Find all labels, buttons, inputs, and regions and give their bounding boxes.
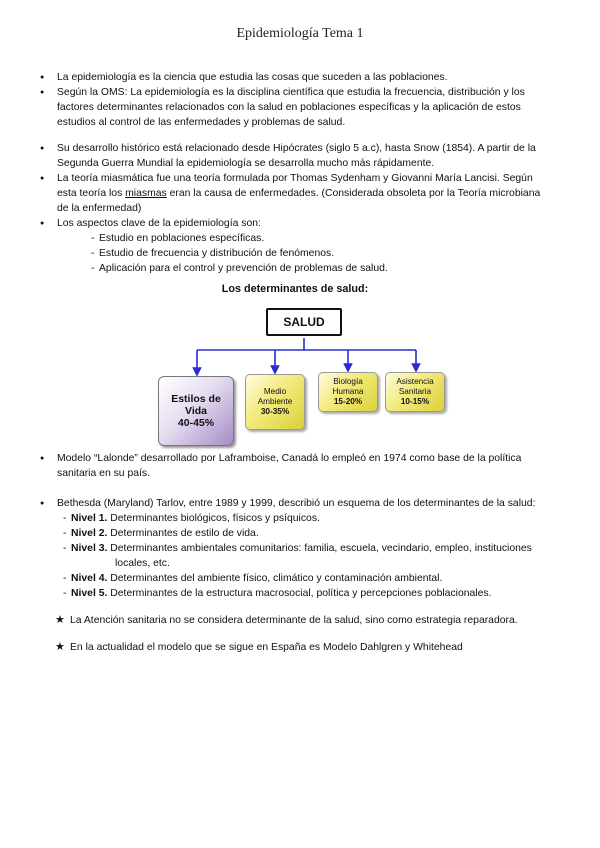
note-text: En la actualidad el modelo que se sigue en España es Modelo Dahlgren y Whitehead xyxy=(70,642,463,653)
level-item xyxy=(63,541,550,571)
list-item: ● Según la OMS: La epidemiología es la disciplina científica que estudia la frecuencia, distribución y los factores determinantes relacionados con la salud en poblaciones específicas y la aplicación de estos estudios al control de las enfermedades y problemas de salud. xyxy=(40,85,550,130)
bethesda-list xyxy=(40,496,550,511)
list-item: ● Su desarrollo histórico está relacionado desde Hipócrates (siglo 5 a.c), hasta Snow (1854). A partir de la Segunda Guerra Mundial la epidemiología se desarrolla mucho más rápidamente. xyxy=(40,141,550,171)
estilos-vida-box xyxy=(158,376,234,446)
history-list xyxy=(40,141,550,276)
level-label: Nivel 3. xyxy=(71,543,108,554)
list-item-bethesda xyxy=(40,496,550,511)
miasmatic-pre: Según esta teoría los xyxy=(57,173,533,199)
aspect-item: - Aplicación para el control y prevención de problemas de salud. xyxy=(91,261,550,276)
miasmatic-line1: La teoría miasmática fue una teoría formulada por Thomas Sydenham y Giovanni María Lancisi. xyxy=(57,173,500,184)
asist-line1: Asistencia xyxy=(396,377,434,386)
document-body xyxy=(40,70,550,655)
level-label: Nivel 5. xyxy=(71,588,108,599)
asist-line2: Sanitaria xyxy=(398,387,432,396)
medio-line2: Ambiente xyxy=(257,397,293,406)
level-label: Nivel 1. xyxy=(71,513,108,524)
estilos-line1: Estilos de xyxy=(171,393,221,405)
diagram-title: Los determinantes de salud: xyxy=(221,283,369,295)
level-label: Nivel 4. xyxy=(71,573,108,584)
aspects-sublist xyxy=(57,231,550,276)
intro-list xyxy=(40,70,550,130)
salud-box: SALUD xyxy=(266,308,342,336)
miasmatic-post: eran la causa de enfermedades. (Considerada obsoleta por la Teoría microbiana de la enfermedad) xyxy=(57,188,541,214)
level-item xyxy=(63,511,550,526)
star-icon: ★ xyxy=(55,614,65,626)
level-text: Determinantes ambientales comunitarios: familia, escuela, vecindario, empleo, instituciones xyxy=(107,543,532,554)
lalonde-list xyxy=(40,451,550,481)
miasmas-term: miasmas xyxy=(125,188,167,199)
bio-line2: Humana xyxy=(332,387,364,396)
note-item xyxy=(40,613,550,628)
list-item-aspects xyxy=(40,216,550,276)
biologia-humana-box xyxy=(318,372,378,412)
list-item-miasmatic xyxy=(40,171,550,216)
medio-ambiente-box xyxy=(245,374,305,430)
level-text: Determinantes biológicos, físicos y psíquicos. xyxy=(107,513,320,524)
medio-line1: Medio xyxy=(263,387,287,396)
bio-line1: Biología xyxy=(333,377,363,386)
note-item xyxy=(40,640,550,655)
determinants-diagram xyxy=(40,282,550,447)
page-title: Epidemiología Tema 1 xyxy=(236,26,364,41)
asist-pct: 10-15% xyxy=(400,397,430,406)
medio-pct: 30-35% xyxy=(260,407,290,416)
note-text: La Atención sanitaria no se considera determinante de la salud, sino como estrategia reparadora. xyxy=(70,615,518,626)
aspect-item: - Estudio de frecuencia y distribución de fenómenos. xyxy=(91,246,550,261)
estilos-pct: 40-45% xyxy=(177,417,215,429)
level-text: Determinantes de estilo de vida. xyxy=(107,528,259,539)
bio-pct: 15-20% xyxy=(333,397,363,406)
level-label: Nivel 2. xyxy=(71,528,108,539)
level-item xyxy=(63,526,550,541)
list-item: ● La epidemiología es la ciencia que estudia las cosas que suceden a las poblaciones. xyxy=(40,70,550,85)
aspect-item: - Estudio en poblaciones específicas. xyxy=(91,231,550,246)
aspects-label: Los aspectos clave de la epidemiología son: xyxy=(57,218,261,229)
level-text: Determinantes de la estructura macrosocial, política y percepciones poblacionales. xyxy=(107,588,492,599)
star-icon: ★ xyxy=(55,641,65,653)
level-item xyxy=(63,586,550,601)
bethesda-intro: Bethesda (Maryland) Tarlov, entre 1989 y 1999, describió un esquema de los determinantes de la salud: xyxy=(57,498,536,509)
level-item xyxy=(63,571,550,586)
bethesda-levels xyxy=(40,511,550,601)
level-text: Determinantes del ambiente físico, climático y contaminación ambiental. xyxy=(107,573,443,584)
asistencia-sanitaria-box xyxy=(385,372,445,412)
level-text-cont: locales, etc. xyxy=(115,558,170,569)
list-item: ● Modelo “Lalonde” desarrollado por Laframboise, Canadá lo empleó en 1974 como base de la política sanitaria en su país. xyxy=(40,451,550,481)
estilos-line2: Vida xyxy=(185,405,207,417)
